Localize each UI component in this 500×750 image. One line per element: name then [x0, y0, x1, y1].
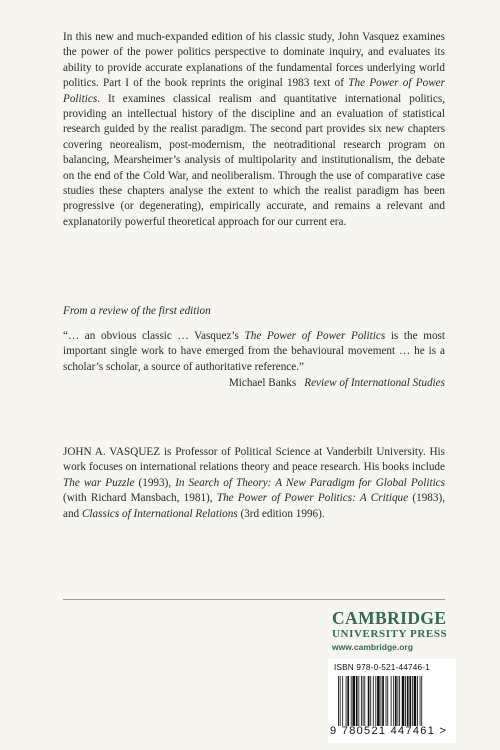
barcode-digits: 9 780521 447461 > — [330, 725, 448, 737]
quote-text-2: is the most important single work to have emerged from the behavioural movement … he is a scholar’s scholar, a source of authoritative reference.” — [63, 330, 445, 373]
review-heading: From a review of the first edition — [63, 305, 211, 317]
review-quote — [63, 329, 445, 375]
barcode-panel — [328, 659, 456, 743]
description-text-2: . It examines classical realism and quantitative international politics, providing an intellectual history of the discipline and an evaluation of statistical research guided by the realist paradigm. The second part provides six new chapters covering neorealism, post-modernism, the neotraditional research program on balancing, Mearsheimer’s analysis of multipolarity and institutionalism, the debate on the end of the Cold War, and neoliberalism. Through the use of comparative case studies these chapters analyse the extent to which the realist paradigm has been progressive (or degenerating), empirically accurate, and remains a relevant and explanatorily powerful theoretical approach for our current era. — [63, 92, 445, 228]
publisher-subtitle: UNIVERSITY PRESS — [332, 628, 448, 640]
book-title-italic: The Power of Power Politics — [63, 77, 445, 105]
bio-text-5: (3rd edition 1996). — [237, 507, 325, 520]
review-source: Review of International Studies — [304, 377, 445, 389]
publisher-name: CAMBRIDGE — [332, 608, 447, 628]
book-description — [63, 30, 445, 230]
author-bio — [63, 445, 445, 522]
bio-title-2: In Search of Theory: A New Paradigm for Global Politics — [175, 476, 445, 489]
bio-text-1: JOHN A. VASQUEZ is Professor of Political Science at Vanderbilt University. His work focuses on international relations theory and peace research. His books include — [63, 446, 445, 474]
review-attribution — [63, 376, 445, 391]
bio-title-1: The war Puzzle — [63, 476, 135, 489]
bio-text-4: (1983), and — [63, 492, 446, 520]
description-text-1: In this new and much-expanded edition of his classic study, John Vasquez examines the power of the power politics perspective to dominate inquiry, and evaluates its ability to provide accurate explanations of the fundamental forces underlying world politics. Part I of the book reprints the original 1983 text of — [63, 31, 445, 90]
barcode-icon — [338, 676, 450, 726]
bio-title-4: Classics of International Relations — [81, 507, 238, 520]
isbn-label: ISBN 978-0-521-44746-1 — [334, 663, 430, 672]
reviewer-name: Michael Banks — [228, 377, 297, 389]
publisher-logo — [332, 609, 462, 653]
bio-text-2: (1993), — [134, 476, 176, 489]
publisher-url: www.cambridge.org — [332, 642, 413, 652]
section-divider — [63, 599, 445, 600]
bio-title-3: The Power of Power Politics: A Critique — [216, 492, 409, 505]
bio-text-3: (with Richard Mansbach, 1981), — [63, 492, 217, 505]
quote-text-1: “… an obvious classic … Vasquez’s — [63, 330, 245, 342]
quote-book-title: The Power of Power Politics — [244, 330, 386, 342]
